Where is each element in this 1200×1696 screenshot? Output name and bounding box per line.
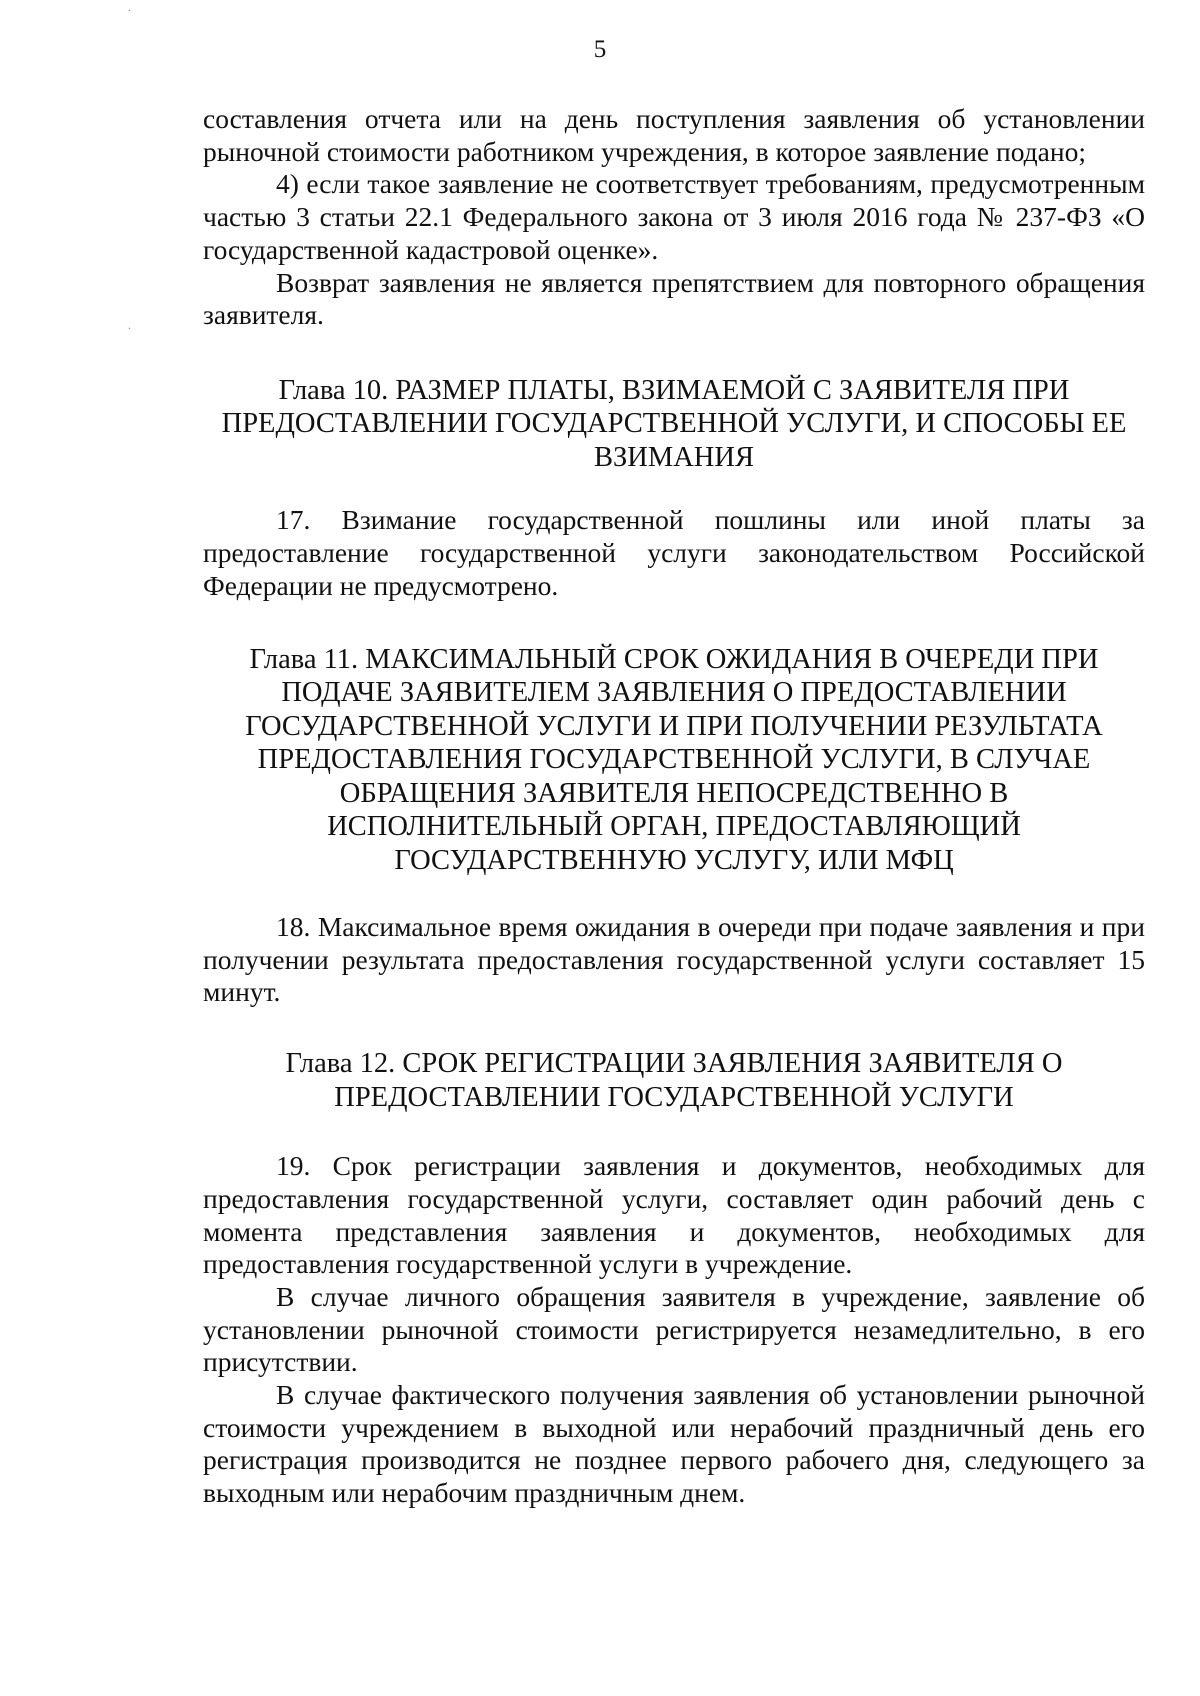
paragraph-17: 17. Взимание государственной пошлины или иной платы за предоставление государственной услуги законодательством Российской Федерации не предусмотрено. bbox=[203, 504, 1145, 601]
heading-line: Глава 12. СРОК РЕГИСТРАЦИИ ЗАЯВЛЕНИЯ ЗАЯВИТЕЛЯ О bbox=[285, 1048, 1063, 1080]
heading-line: ПОДАЧЕ ЗАЯВИТЕЛЕМ ЗАЯВЛЕНИЯ О ПРЕДОСТАВЛЕНИИ bbox=[281, 677, 1067, 709]
chapter-11-heading bbox=[203, 643, 1145, 878]
paragraph-personal-visit: В случае личного обращения заявителя в учреждение, заявление об установлении рыночной стоимости регистрируется незамедлительно, в его присутствии. bbox=[203, 1280, 1145, 1378]
scan-mark: . bbox=[128, 0, 131, 14]
heading-line: ГОСУДАРСТВЕННОЙ УСЛУГИ И ПРИ ПОЛУЧЕНИИ РЕЗУЛЬТАТА bbox=[245, 710, 1103, 742]
paragraph-19: 19. Срок регистрации заявления и документов, необходимых для предоставления государственной услуги, составляет один рабочий день с момента представления заявления и документов, необходимых для предоставления государственной услуги в учреждение. bbox=[203, 1150, 1145, 1280]
heading-line: Глава 10. РАЗМЕР ПЛАТЫ, ВЗИМАЕМОЙ С ЗАЯВИТЕЛЯ ПРИ bbox=[278, 374, 1070, 406]
paragraph-item-4: 4) если такое заявление не соответствует требованиям, предусмотренным частью 3 статьи 22.1 Федерального закона от 3 июля 2016 года № 237-ФЗ «О государственной кадастровой оценке». bbox=[203, 168, 1145, 265]
scan-mark: . bbox=[128, 318, 131, 332]
heading-line: ПРЕДОСТАВЛЕНИИ ГОСУДАРСТВЕННОЙ УСЛУГИ, И СПОСОБЫ ЕЕ bbox=[221, 408, 1127, 440]
heading-line: ВЗИМАНИЯ bbox=[594, 441, 754, 473]
paragraph-return-note: Возврат заявления не является препятствием для повторного обращения заявителя. bbox=[203, 266, 1145, 331]
heading-line: ПРЕДОСТАВЛЕНИИ ГОСУДАРСТВЕННОЙ УСЛУГИ bbox=[334, 1081, 1014, 1113]
chapter-12-heading bbox=[203, 1047, 1145, 1114]
document-body bbox=[203, 103, 1145, 1510]
chapter-10-heading bbox=[203, 374, 1145, 475]
heading-line: ОБРАЩЕНИЯ ЗАЯВИТЕЛЯ НЕПОСРЕДСТВЕННО В bbox=[339, 777, 1009, 809]
paragraph-holiday-registration: В случае фактического получения заявления об установлении рыночной стоимости учреждением в выходной или нерабочий праздничный день его регистрация производится не позднее первого рабочего дня, следующего за выходным или нерабочим праздничным днем. bbox=[203, 1379, 1145, 1509]
heading-line: Глава 11. МАКСИМАЛЬНЫЙ СРОК ОЖИДАНИЯ В ОЧЕРЕДИ ПРИ bbox=[249, 643, 1099, 675]
heading-line: ПРЕДОСТАВЛЕНИЯ ГОСУДАРСТВЕННОЙ УСЛУГИ, В СЛУЧАЕ bbox=[257, 744, 1091, 776]
heading-line: ГОСУДАРСТВЕННУЮ УСЛУГУ, ИЛИ МФЦ bbox=[394, 844, 954, 876]
heading-line: ИСПОЛНИТЕЛЬНЫЙ ОРГАН, ПРЕДОСТАВЛЯЮЩИЙ bbox=[327, 811, 1021, 843]
paragraph-continuation: составления отчета или на день поступления заявления об установлении рыночной стоимости работником учреждения, в которое заявление подано; bbox=[203, 103, 1145, 167]
paragraph-18: 18. Максимальное время ожидания в очереди при подаче заявления и при получении результата предоставления государственной услуги составляет 15 минут. bbox=[203, 911, 1145, 1008]
page-number: 5 bbox=[593, 36, 607, 63]
